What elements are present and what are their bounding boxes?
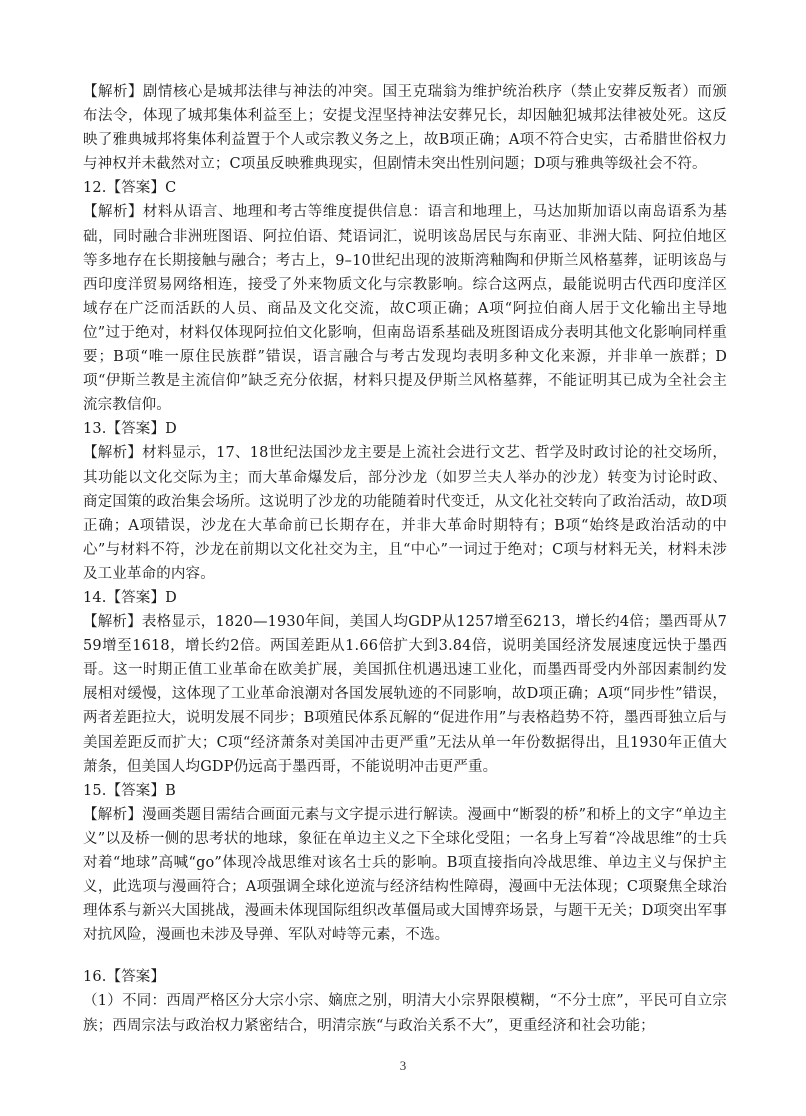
document-body [83,80,727,1038]
answer-16-part-1: （1）不同：西周严格区分大宗小宗、嫡庶之别，明清大小宗界限模糊，“不分士庶”，平民可自立宗族；西周宗法与政治权力紧密结合，明清宗族“与政治关系不大”，更重经济和社会功能； [83,993,728,1034]
answer-15: 15.【答案】B [83,782,176,799]
analysis-paragraph-11: 【解析】剧情核心是城邦法律与神法的冲突。国王克瑞翁为维护统治秩序（禁止安葬反叛者）而颁布法令，体现了城邦集体利益至上；安提戈涅坚持神法安葬兄长，却因触犯城邦法律被处死。这反映了雅典城邦将集体利益置于个人或宗教义务之上，故B项正确；A项不符合史实，古希腊世俗权力与神权并未截然对立；C项虽反映雅典现实，但剧情未突出性别问题；D项与雅典等级社会不符。 [83,84,727,173]
page-number: 3 [399,1058,407,1073]
answer-13: 13.【答案】D [83,421,177,438]
analysis-paragraph-12: 【解析】材料从语言、地理和考古等维度提供信息：语言和地理上，马达加斯加语以南岛语系为基础，同时融合非洲班图语、阿拉伯语、梵语词汇，说明该岛居民与东南亚、非洲大陆、阿拉伯地区等多地存在长期接触与融合；考古上，9–10世纪出现的波斯湾釉陶和伊斯兰风格墓葬，证明该岛与西印度洋贸易网络相连，接受了外来物质文化与宗教影响。综合这两点，最能说明古代西印度洋区域存在广泛而活跃的人员、商品及文化交流，故C项正确；A项“阿拉伯商人居于文化输出主导地位”过于绝对，材料仅体现阿拉伯文化影响，但南岛语系基础及班图语成分表明其他文化影响同样重要；B项“唯一原住民族群”错误，语言融合与考古发现均表明多种文化来源，并非单一族群；D项“伊斯兰教是主流信仰”缺乏充分依据，材料只提及伊斯兰风格墓葬，不能证明其已成为全社会主流宗教信仰。 [83,204,727,414]
answer-12: 12.【答案】C [83,180,177,197]
paragraph-gap [83,947,727,965]
answer-14: 14.【答案】D [83,589,177,606]
answer-16: 16.【答案】 [83,969,166,986]
analysis-paragraph-14: 【解析】表格显示，1820—1930年间，美国人均GDP从1257增至6213，增长约4倍；墨西哥从759增至1618，增长约2倍。两国差距从1.66倍扩大到3.84倍，说明美国经济发展速度远快于墨西哥。这一时期正值工业革命在欧美扩展，美国抓住机遇迅速工业化，而墨西哥受内外部因素制约发展相对缓慢，这体现了工业革命浪潮对各国发展轨迹的不同影响，故D项正确；A项“同步性”错误，两者差距拉大，说明发展不同步；B项殖民体系瓦解的“促进作用”与表格趋势不符，墨西哥独立后与美国差距反而扩大；C项“经济萧条对美国冲击更严重”无法从单一年份数据得出，且1930年正值大萧条，但美国人均GDP仍远高于墨西哥，不能说明冲击更严重。 [83,614,727,775]
analysis-paragraph-13: 【解析】材料显示，17、18世纪法国沙龙主要是上流社会进行文艺、哲学及时政讨论的社交场所，其功能以文化交际为主；而大革命爆发后，部分沙龙（如罗兰夫人举办的沙龙）转变为讨论时政、商定国策的政治集会场所。这说明了沙龙的功能随着时代变迁，从文化社交转向了政治活动，故D项正确；A项错误，沙龙在大革命前已长期存在，并非大革命时期特有；B项“始终是政治活动的中心”与材料不符，沙龙在前期以文化社交为主，且“中心”一词过于绝对；C项与材料无关，材料未涉及工业革命的内容。 [83,445,727,582]
analysis-paragraph-15: 【解析】漫画类题目需结合画面元素与文字提示进行解读。漫画中“断裂的桥”和桥上的文字“单边主义”以及桥一侧的思考状的地球，象征在单边主义之下全球化受阻；一名身上写着“冷战思维”的士兵对着“地球”高喊“go”体现冷战思维对该名士兵的影响。B项直接指向冷战思维、单边主义与保护主义，此选项与漫画符合；A项强调全球化逆流与经济结构性障碍，漫画中无法体现；C项聚焦全球治理体系与新兴大国挑战，漫画未体现国际组织改革僵局或大国博弈场景，与题干无关；D项突出军事对抗风险，漫画也未涉及导弹、军队对峙等元素，不选。 [83,806,727,944]
